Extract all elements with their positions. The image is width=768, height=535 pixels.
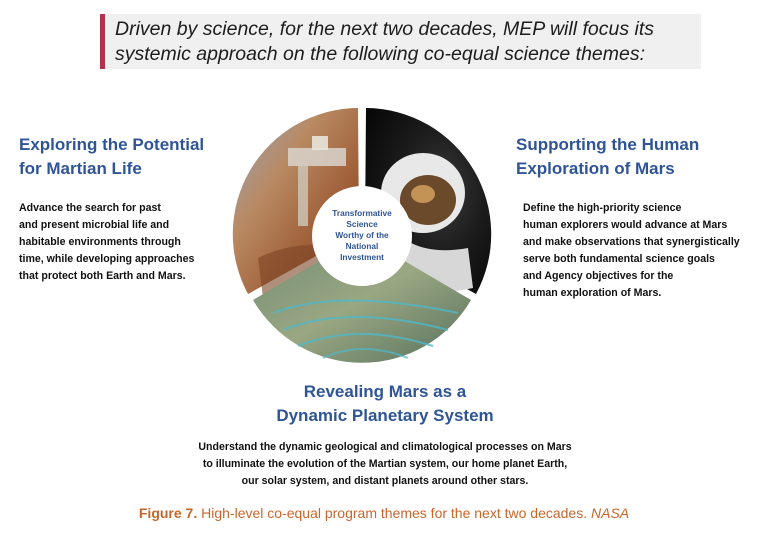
theme-description-martian-life xyxy=(19,200,194,285)
figure-source: NASA xyxy=(591,505,630,521)
figure-caption-text: High-level co-equal program themes for the next two decades. xyxy=(197,505,591,521)
description-line: and make observations that synergistically xyxy=(523,236,740,248)
description-line: human explorers would advance at Mars xyxy=(523,219,728,231)
theme-title-line: Exploring the Potential xyxy=(19,135,205,154)
description-line: and Agency objectives for the xyxy=(523,270,674,282)
description-line: to illuminate the evolution of the Martian system, our home planet Earth, xyxy=(202,458,568,470)
description-line: that protect both Earth and Mars. xyxy=(19,270,186,282)
theme-title-martian-life xyxy=(19,133,204,181)
description-line: human exploration of Mars. xyxy=(523,287,662,299)
center-text-line: Investment xyxy=(340,252,384,262)
center-text-line: Transformative xyxy=(332,208,392,218)
theme-title-line: Exploration of Mars xyxy=(516,159,675,178)
center-text-line: Worthy of the xyxy=(335,230,389,240)
theme-title-line: Revealing Mars as a xyxy=(303,382,467,401)
description-line: serve both fundamental science goals xyxy=(523,253,715,265)
theme-title-human-exploration xyxy=(516,133,699,181)
intro-line-1: Driven by science, for the next two decades, MEP will focus its xyxy=(115,18,655,40)
description-line: our solar system, and distant planets around other stars. xyxy=(241,475,529,487)
theme-title-line: Supporting the Human xyxy=(516,135,700,154)
intro-line-2: systemic approach on the following co-equal science themes: xyxy=(115,43,646,65)
figure-label: Figure 7. xyxy=(138,505,198,521)
theme-description-human-exploration xyxy=(523,200,740,302)
description-line: Advance the search for past xyxy=(19,202,161,214)
themes-pie-diagram xyxy=(228,108,500,370)
theme-title-line: Dynamic Planetary System xyxy=(276,406,494,425)
center-text-line: Science xyxy=(346,219,378,229)
intro-quote xyxy=(100,14,701,69)
center-text-line: National xyxy=(345,241,379,251)
description-line: time, while developing approaches xyxy=(19,253,195,265)
description-line: Understand the dynamic geological and climatological processes on Mars xyxy=(198,441,572,453)
figure-caption xyxy=(0,505,768,521)
description-line: habitable environments through xyxy=(19,236,181,248)
theme-description-planetary-system xyxy=(120,439,650,490)
description-line: and present microbial life and xyxy=(19,219,170,231)
description-line: Define the high-priority science xyxy=(523,202,682,214)
theme-title-planetary-system xyxy=(252,380,518,428)
theme-title-line: for Martian Life xyxy=(19,159,142,178)
